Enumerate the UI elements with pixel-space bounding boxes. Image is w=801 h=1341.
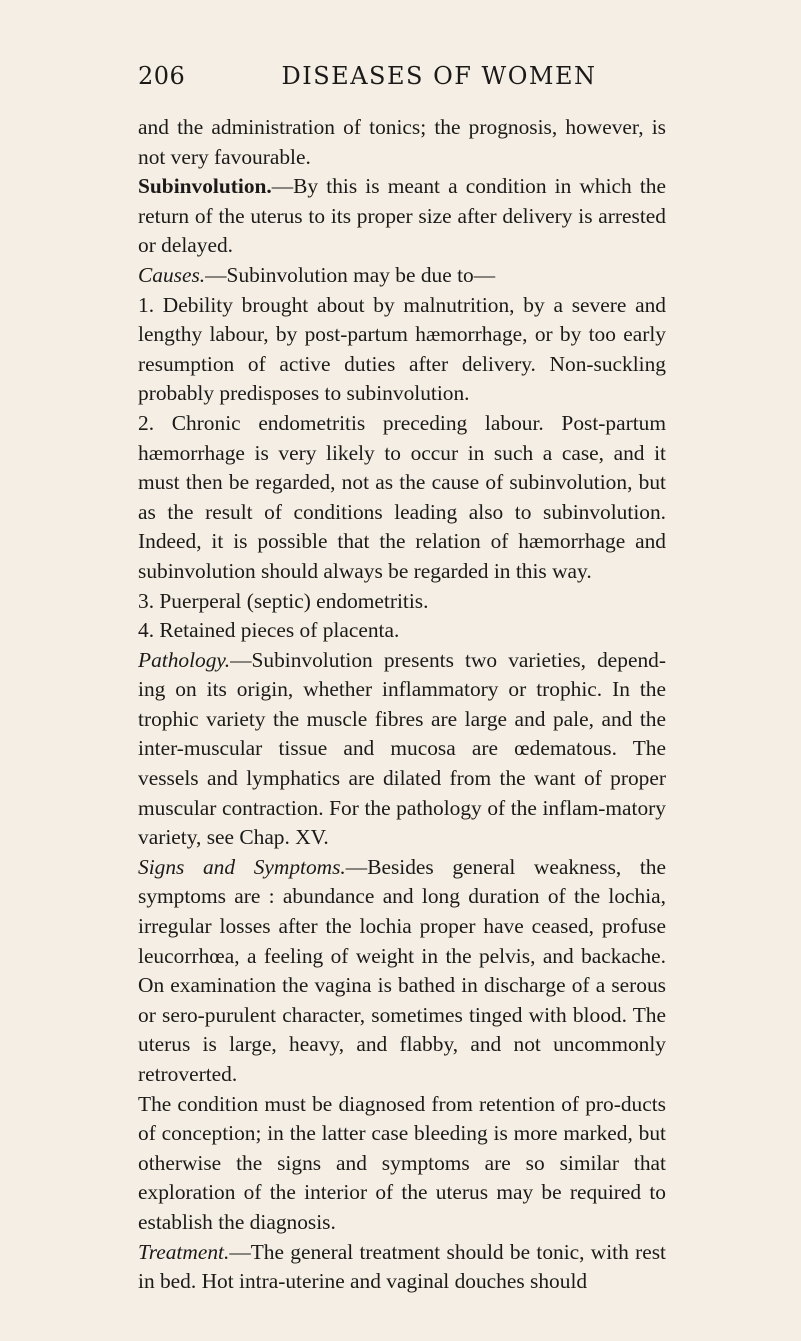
paragraph-pathology xyxy=(138,646,666,853)
list-item-4 xyxy=(138,616,666,646)
list-item-1 xyxy=(138,291,666,409)
paragraph-text: The condition must be diagnosed from retention of pro-ducts of conception; in the latter case bleeding is more marked, but otherwise the signs and symptoms are so similar that exploration of the interior of the uterus may be required to establish the diagnosis. xyxy=(138,1091,666,1234)
paragraph-treatment xyxy=(138,1238,666,1297)
body-text xyxy=(138,113,666,1297)
paragraph-diagnosis xyxy=(138,1090,666,1238)
heading-signs-symptoms: Signs and Symptoms. xyxy=(138,854,346,879)
paragraph-tonics xyxy=(138,113,666,172)
heading-subinvolution: Subinvolution. xyxy=(138,174,272,199)
paragraph-signs-symptoms xyxy=(138,853,666,1090)
paragraph-text: 4. Retained pieces of placenta. xyxy=(138,618,400,643)
paragraph-text: 2. Chronic endometritis preceding labour. Post-partum hæmorrhage is very likely to occur in such a case, and it must then be regarded, not as the cause of subinvolution, but as the result of conditions leading also to subinvolution. Indeed, it is possible that the relation of hæmorrhage and subinvolution should always be regarded in this way. xyxy=(138,410,666,583)
paragraph-text: —The general treatment should be tonic, with rest in bed. Hot intra-uterine and vaginal douches should xyxy=(138,1239,666,1294)
list-item-3 xyxy=(138,587,666,617)
heading-pathology: Pathology. xyxy=(138,647,231,672)
page-header xyxy=(138,62,678,98)
running-head: DISEASES OF WOMEN xyxy=(281,62,597,90)
paragraph-text: 3. Puerperal (septic) endometritis. xyxy=(138,588,429,613)
paragraph-text: —Subinvolution may be due to— xyxy=(205,262,496,287)
page-number: 206 xyxy=(138,62,186,90)
heading-treatment: Treatment. xyxy=(138,1239,230,1264)
paragraph-causes xyxy=(138,261,666,291)
paragraph-text: and the administration of tonics; the prognosis, however, is not very favourable. xyxy=(138,115,666,169)
paragraph-text: —Besides general weakness, the symptoms are : abundance and long duration of the lochia, irregular losses after the lochia proper have ceased, profuse leucorrhœa, a feeling of weight in the pelvis, and backache. On examination the vagina is bathed in discharge of a serous or sero-purulent character, sometimes tinged with blood. The uterus is large, heavy, and flabby, and not uncommonly retroverted. xyxy=(138,854,666,1086)
paragraph-text: 1. Debility brought about by malnutrition, by a severe and lengthy labour, by post-partum hæmorrhage, or by too early resumption of active duties after delivery. Non-suckling probably predisposes to subinvolution. xyxy=(138,292,666,406)
heading-causes: Causes. xyxy=(138,262,206,287)
paragraph-subinvolution xyxy=(138,172,666,261)
paragraph-text: —Subinvolution presents two varieties, depend-ing on its origin, whether inflammatory or trophic. In the trophic variety the muscle fibres are large and pale, and the inter-muscular tissue and mucosa are œdematous. The vessels and lymphatics are dilated from the want of proper muscular contraction. For the pathology of the inflam-matory variety, see Chap. XV. xyxy=(138,647,666,850)
list-item-2 xyxy=(138,409,666,587)
paragraph-text: —By this is meant a condition in which the return of the uterus to its proper size after delivery is arrested or delayed. xyxy=(138,174,666,258)
